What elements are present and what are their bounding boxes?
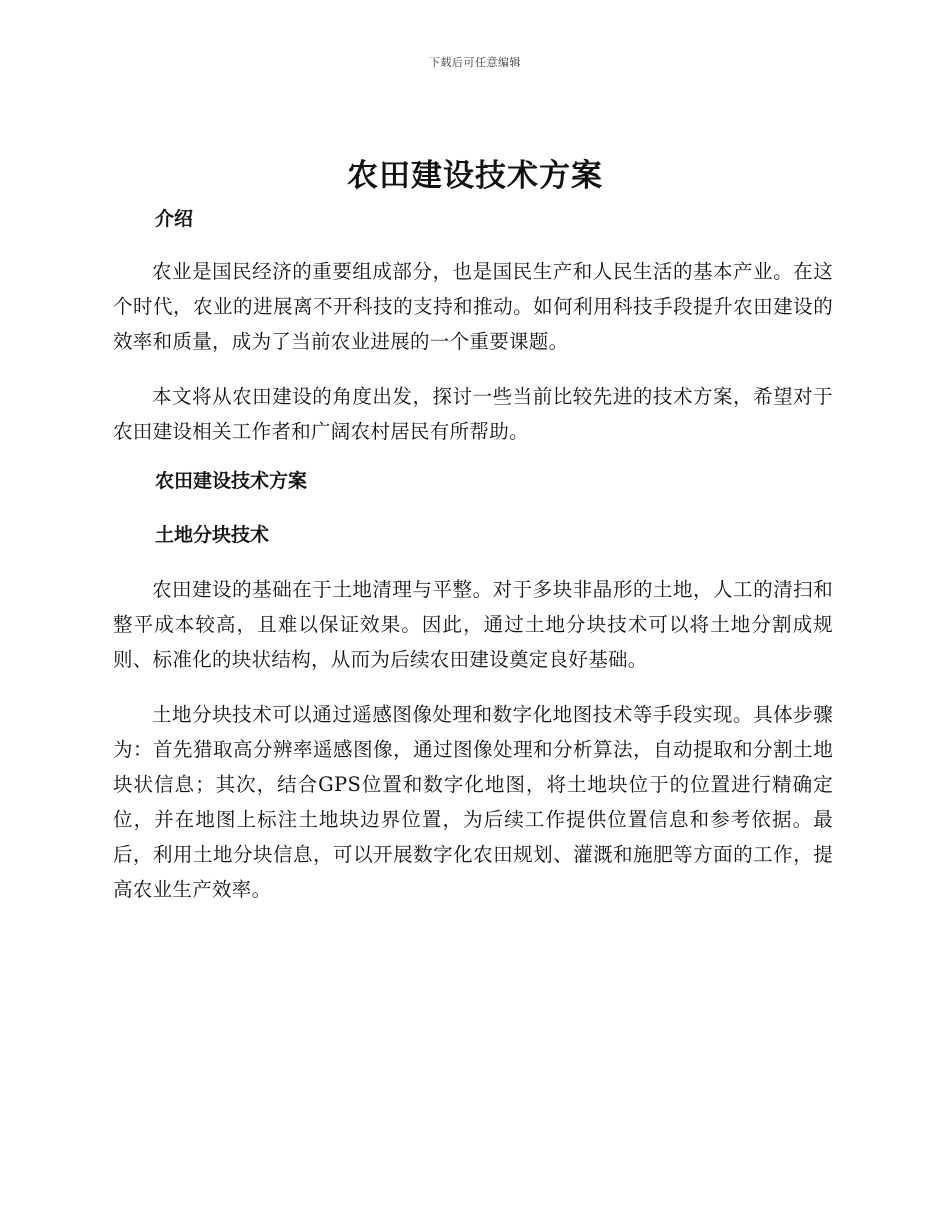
land-division-heading: 土地分块技术 bbox=[155, 524, 270, 546]
plan-heading: 农田建设技术方案 bbox=[155, 470, 308, 492]
intro-paragraph-1: 农业是国民经济的重要组成部分，也是国民生产和人民生活的基本产业。在这个时代，农业的进展离不开科技的支持和推动。如何利用科技手段提升农田建设的效率和质量，成为了当前农业进展的一个重要课题。 bbox=[113, 260, 833, 353]
document-title: 农田建设技术方案 bbox=[347, 158, 603, 194]
header-note: 下载后可任意编辑 bbox=[429, 56, 521, 69]
document-body bbox=[113, 202, 833, 907]
intro-paragraph-2: 本文将从农田建设的角度出发，探讨一些当前比较先进的技术方案，希望对于农田建设相关工作者和广阔农村居民有所帮助。 bbox=[113, 385, 833, 443]
intro-heading: 介绍 bbox=[155, 208, 194, 230]
land-division-paragraph-1: 农田建设的基础在于土地清理与平整。对于多块非晶形的土地，人工的清扫和整平成本较高，且难以保证效果。因此，通过土地分块技术可以将土地分割成规则、标准化的块状结构，从而为后续农田建设奠定良好基础。 bbox=[113, 578, 833, 671]
land-division-paragraph-2: 土地分块技术可以通过遥感图像处理和数字化地图技术等手段实现。具体步骤为：首先猎取高分辨率遥感图像，通过图像处理和分析算法，自动提取和分割土地块状信息；其次，结合GPS位置和数字化地图，将土地块位于的位置进行精确定位，并在地图上标注土地块边界位置，为后续工作提供位置信息和参考依据。最后，利用土地分块信息，可以开展数字化农田规划、灌溉和施肥等方面的工作，提高农业生产效率。 bbox=[113, 703, 833, 901]
